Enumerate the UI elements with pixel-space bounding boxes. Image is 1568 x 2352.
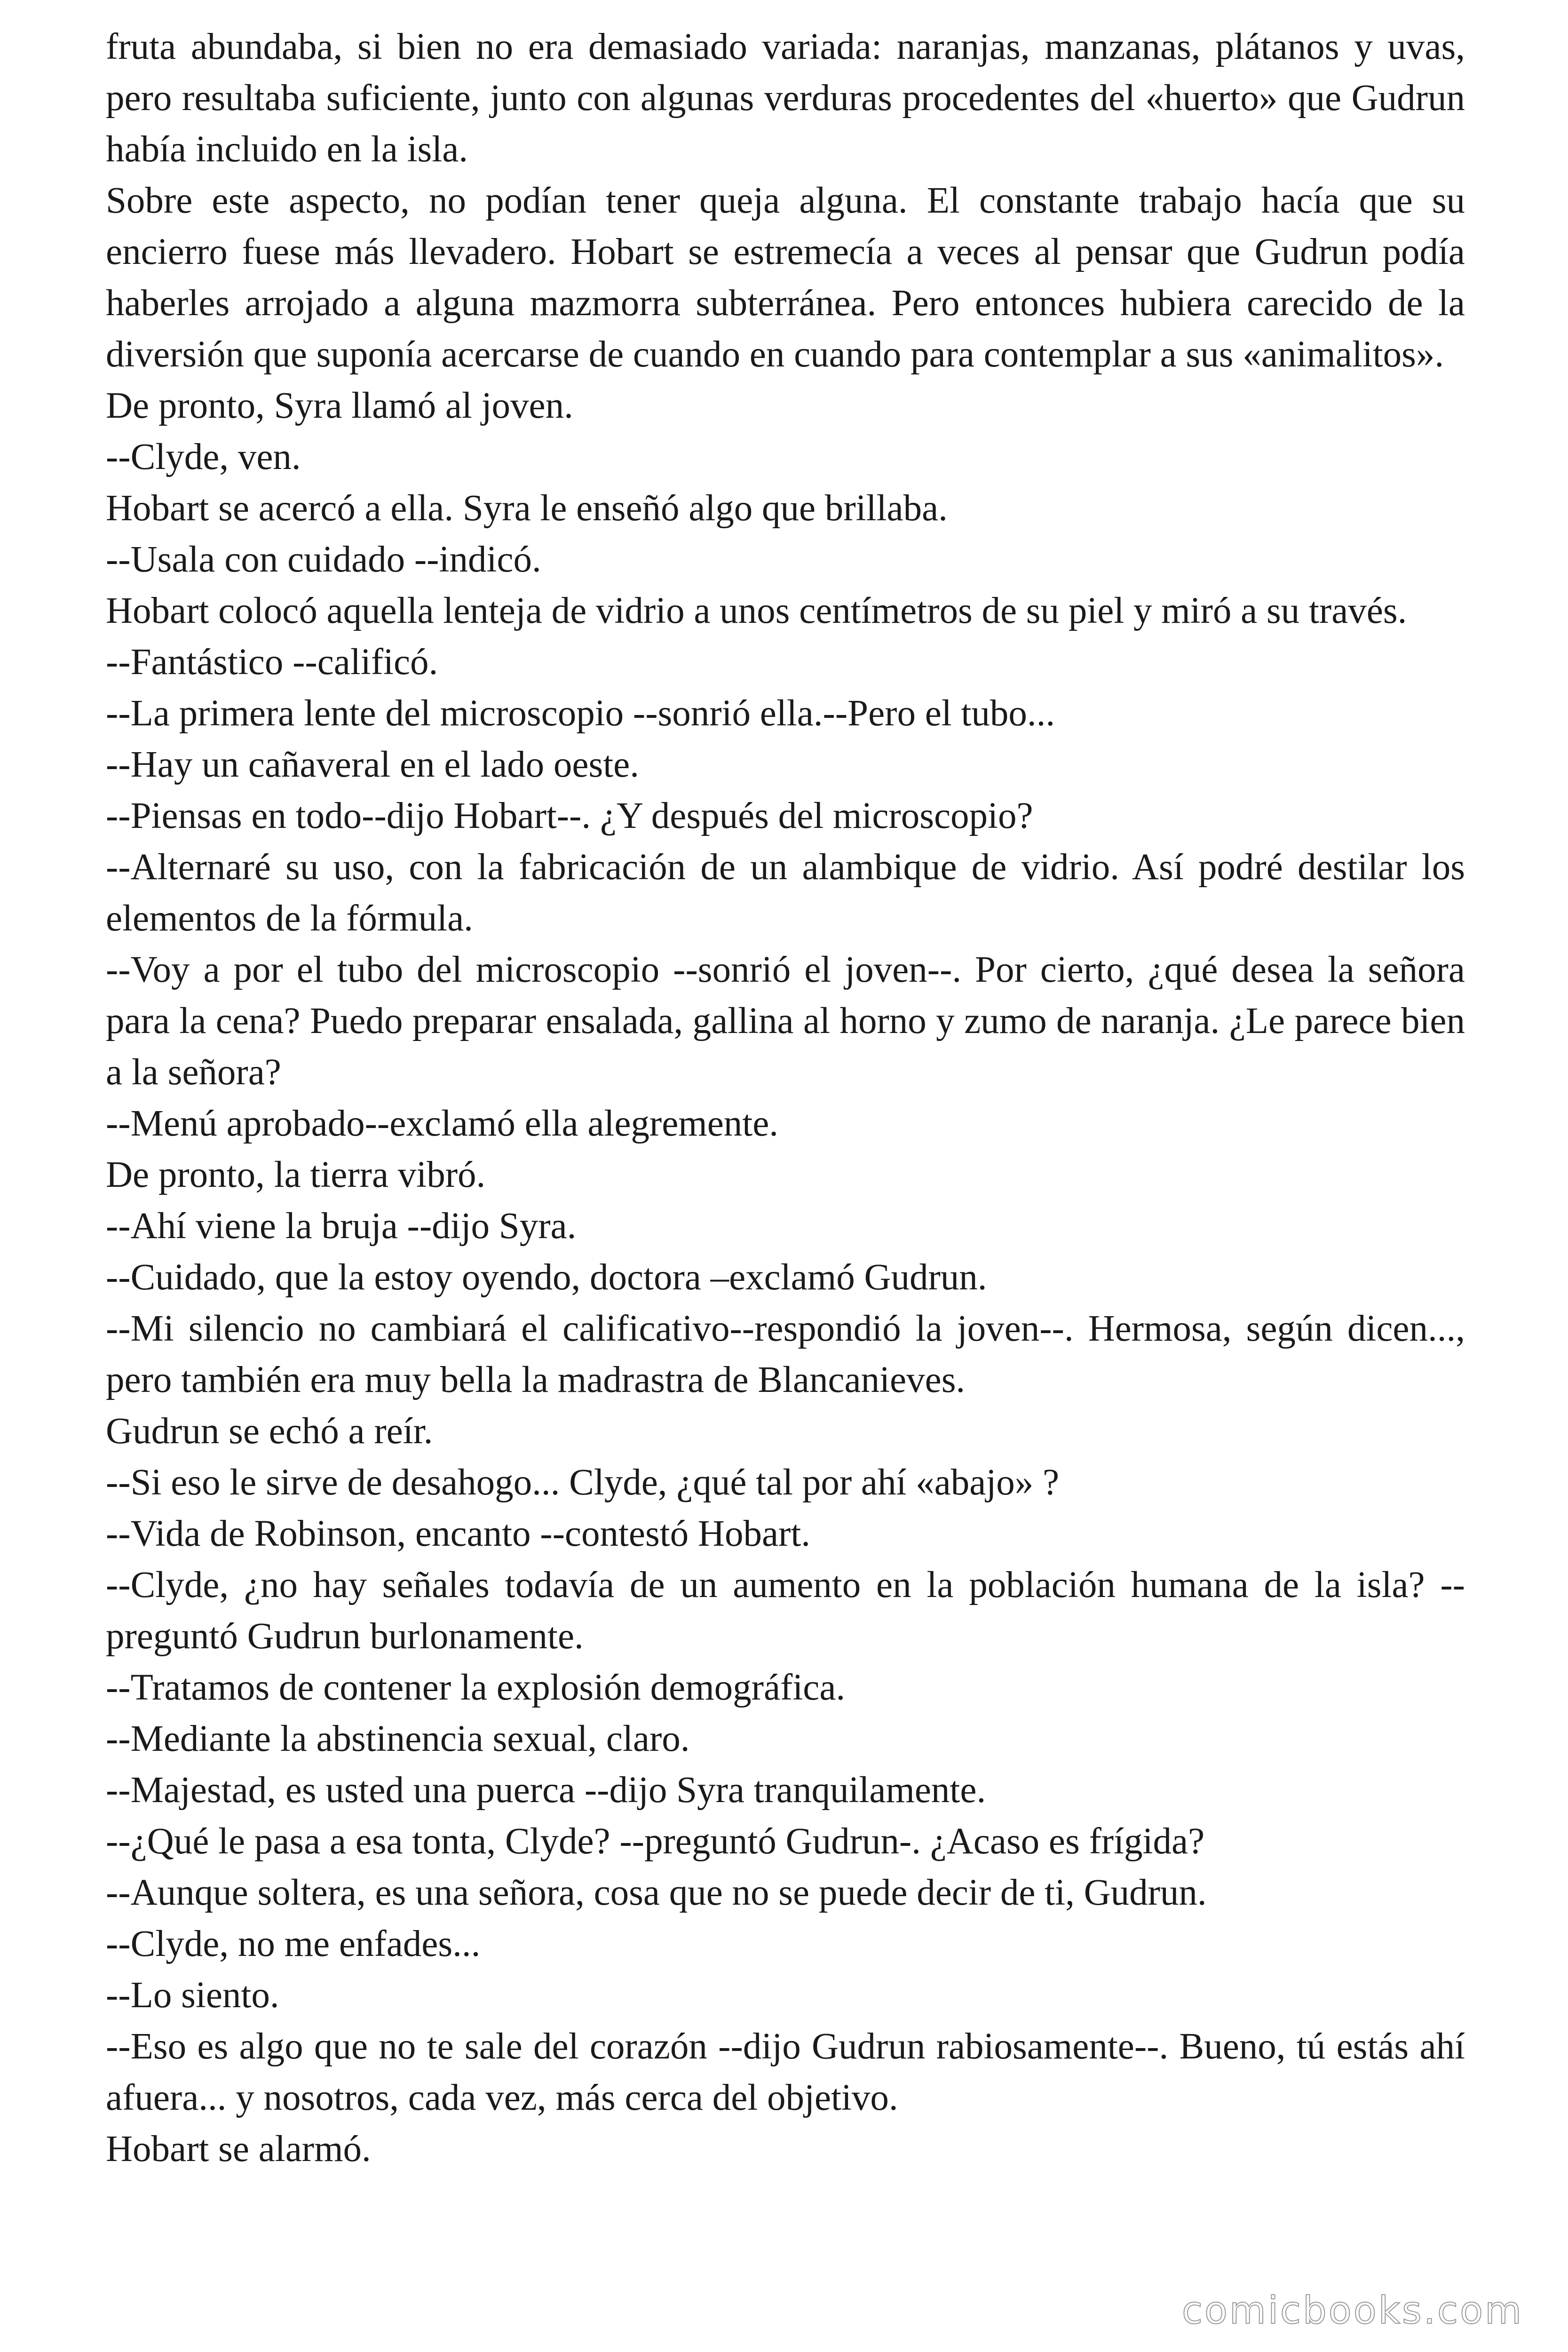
paragraph: --Clyde, ven. <box>106 437 301 477</box>
paragraph: fruta abundaba, si bien no era demasiado variada: naranjas, manzanas, plátanos y uvas, pero resultaba suficiente, junto con algunas verduras procedentes del «huerto» que Gudrun había incluido en la isla. <box>106 26 1465 170</box>
paragraph: Sobre este aspecto, no podían tener queja alguna. El constante trabajo hacía que su encierro fuese más llevadero. Hobart se estremecía a veces al pensar que Gudrun podía haberles arrojado a alguna mazmorra subterránea. Pero entonces hubiera carecido de la diversión que suponía acercarse de cuando en cuando para contemplar a sus «animalitos». <box>106 180 1465 375</box>
paragraph: --Majestad, es usted una puerca --dijo Syra tranquilamente. <box>106 1770 986 1811</box>
paragraph: --Hay un cañaveral en el lado oeste. <box>106 744 639 785</box>
paragraph: --Fantástico --calificó. <box>106 642 438 683</box>
paragraph: --Usala con cuidado --indicó. <box>106 539 541 580</box>
paragraph: Hobart se acercó a ella. Syra le enseñó algo que brillaba. <box>106 488 948 529</box>
paragraph: --Eso es algo que no te sale del corazón --dijo Gudrun rabiosamente--. Bueno, tú estás ahí afuera... y nosotros, cada vez, más cerca del objetivo. <box>106 2026 1465 2118</box>
paragraph: --Clyde, ¿no hay señales todavía de un aumento en la población humana de la isla? --preguntó Gudrun burlonamente. <box>106 1565 1465 1657</box>
paragraph: --Si eso le sirve de desahogo... Clyde, ¿qué tal por ahí «abajo» ? <box>106 1462 1060 1503</box>
paragraph: --Mediante la abstinencia sexual, claro. <box>106 1718 690 1759</box>
paragraph: --Vida de Robinson, encanto --contestó Hobart. <box>106 1513 811 1554</box>
paragraph: De pronto, Syra llamó al joven. <box>106 385 573 426</box>
paragraph: --Ahí viene la bruja --dijo Syra. <box>106 1206 577 1247</box>
paragraph: --¿Qué le pasa a esa tonta, Clyde? --preguntó Gudrun-. ¿Acaso es frígida? <box>106 1821 1205 1862</box>
paragraph: --Cuidado, que la estoy oyendo, doctora –exclamó Gudrun. <box>106 1257 987 1298</box>
paragraph: --Lo siento. <box>106 1975 279 2016</box>
paragraph: Gudrun se echó a reír. <box>106 1411 433 1452</box>
paragraph: --La primera lente del microscopio --sonrió ella.--Pero el tubo... <box>106 693 1055 734</box>
paragraph: --Tratamos de contener la explosión demográfica. <box>106 1667 846 1708</box>
paragraph: De pronto, la tierra vibró. <box>106 1154 486 1195</box>
document-page <box>106 21 1465 2175</box>
paragraph: --Voy a por el tubo del microscopio --sonrió el joven--. Por cierto, ¿qué desea la señora para la cena? Puedo preparar ensalada, gallina al horno y zumo de naranja. ¿Le parece bien a la señora? <box>106 949 1465 1093</box>
paragraph: --Piensas en todo--dijo Hobart--. ¿Y después del microscopio? <box>106 795 1033 836</box>
paragraph: --Aunque soltera, es una señora, cosa que no se puede decir de ti, Gudrun. <box>106 1872 1207 1913</box>
paragraph: --Clyde, no me enfades... <box>106 1923 481 1964</box>
paragraph: --Mi silencio no cambiará el calificativo--respondió la joven--. Hermosa, según dicen..., pero también era muy bella la madrastra de Blancanieves. <box>106 1308 1465 1400</box>
paragraph: --Alternaré su uso, con la fabricación de un alambique de vidrio. Así podré destilar los elementos de la fórmula. <box>106 847 1465 939</box>
paragraph: Hobart se alarmó. <box>106 2129 371 2169</box>
paragraph: --Menú aprobado--exclamó ella alegremente. <box>106 1103 779 1144</box>
paragraph: Hobart colocó aquella lenteja de vidrio a unos centímetros de su piel y miró a su través. <box>106 590 1407 631</box>
watermark: comicbooks.com <box>1181 2288 1523 2332</box>
